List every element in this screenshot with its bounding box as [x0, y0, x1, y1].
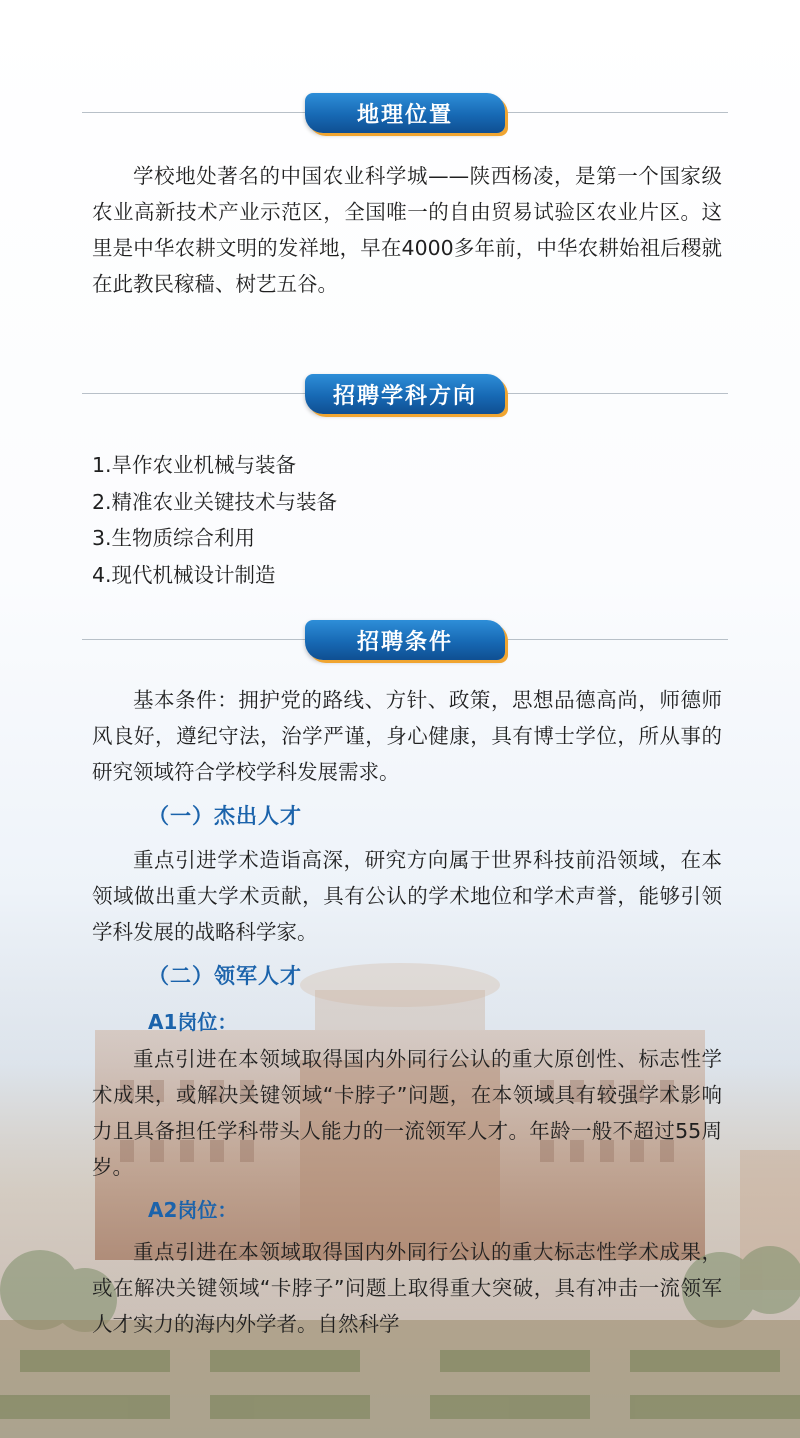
- section-header-conditions: [82, 620, 728, 660]
- outstanding-talent-paragraph: 重点引进学术造诣高深，研究方向属于世界科技前沿领域，在本领域做出重大学术贡献，具有公认的学术地位和学术声誉，能够引领学科发展的战略科学家。: [92, 848, 722, 944]
- list-item: 1.旱作农业机械与装备: [92, 453, 297, 477]
- section-title-badge: [305, 620, 505, 660]
- section-title-badge: [305, 374, 505, 414]
- a2-position-label: A2岗位：: [148, 1198, 238, 1222]
- list-item: 2.精准农业关键技术与装备: [92, 489, 338, 514]
- section-title: 招聘学科方向: [332, 383, 477, 409]
- section-title: 地理位置: [356, 102, 453, 128]
- location-paragraph: 学校地处著名的中国农业科学城——陕西杨凌，是第一个国家级农业高新技术产业示范区，全国唯一的自由贸易试验区农业片区。这里是中华农耕文明的发祥地，早在4000多年前，中华农耕始祖后稷就在此教民稼穑、树艺五谷。: [92, 164, 722, 296]
- a1-position-label: A1岗位：: [148, 1010, 238, 1034]
- basic-conditions-paragraph: 基本条件：拥护党的路线、方针、政策，思想品德高尚，师德师风良好，遵纪守法，治学严谨，身心健康，具有博士学位，所从事的研究领域符合学校学科发展需求。: [92, 688, 722, 784]
- leading-talent-heading: （二）领军人才: [148, 964, 302, 988]
- section-title-badge: [305, 93, 505, 133]
- section-header-disciplines: [82, 374, 728, 414]
- section-title: 招聘条件: [356, 629, 453, 655]
- list-item: 3.生物质综合利用: [92, 526, 256, 550]
- discipline-list: [92, 447, 712, 593]
- outstanding-talent-heading: （一）杰出人才: [148, 804, 302, 828]
- a1-position-paragraph: 重点引进在本领域取得国内外同行公认的重大原创性、标志性学术成果，或解决关键领域“卡脖子”问题，在本领域具有较强学术影响力且具备担任学科带头人能力的一流领军人才。年龄一般不超过55周岁。: [92, 1047, 722, 1179]
- section-header-location: [82, 93, 728, 133]
- a2-position-paragraph: 重点引进在本领域取得国内外同行公认的重大标志性学术成果，或在解决关键领域“卡脖子”问题上取得重大突破，具有冲击一流领军人才实力的海内外学者。自然科学: [92, 1240, 722, 1336]
- list-item: 4.现代机械设计制造: [92, 562, 276, 587]
